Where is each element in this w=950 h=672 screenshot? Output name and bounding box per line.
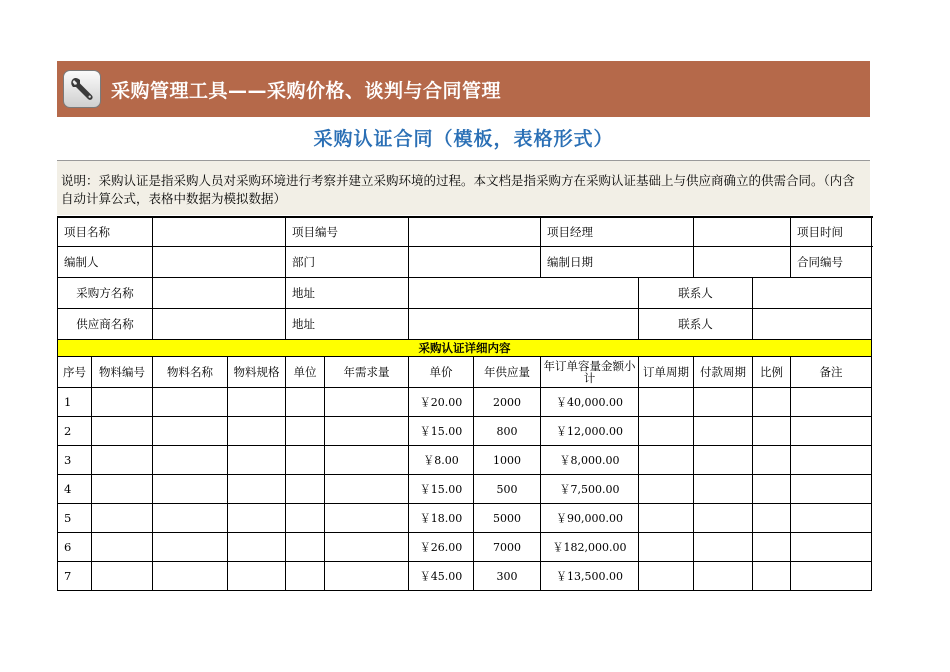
- cell[interactable]: [639, 562, 694, 591]
- table-row: [58, 388, 872, 417]
- column-header-row: [58, 357, 872, 388]
- cell[interactable]: [791, 417, 872, 446]
- cell[interactable]: [753, 388, 791, 417]
- cell[interactable]: [153, 417, 228, 446]
- order-amount: ￥182,000.00: [541, 533, 639, 562]
- order-amount: ￥40,000.00: [541, 388, 639, 417]
- cell[interactable]: [286, 446, 325, 475]
- cell[interactable]: [92, 504, 153, 533]
- label-prepared-date: 编制日期: [541, 247, 694, 278]
- row-number: 4: [58, 475, 92, 504]
- label-buyer-address: 地址: [286, 278, 409, 309]
- annual-supply[interactable]: 300: [474, 562, 541, 591]
- input-prepared-date[interactable]: [694, 247, 791, 278]
- column-header: 比例: [753, 357, 791, 388]
- cell[interactable]: [791, 533, 872, 562]
- cell[interactable]: [694, 475, 753, 504]
- input-buyer-contact[interactable]: [753, 278, 872, 309]
- cell[interactable]: [639, 504, 694, 533]
- unit-price[interactable]: ￥8.00: [409, 446, 474, 475]
- input-project-manager[interactable]: [694, 217, 791, 247]
- cell[interactable]: [325, 562, 409, 591]
- cell[interactable]: [639, 475, 694, 504]
- cell[interactable]: [753, 475, 791, 504]
- label-supplier-name: 供应商名称: [58, 309, 153, 340]
- cell[interactable]: [153, 446, 228, 475]
- cell[interactable]: [791, 475, 872, 504]
- label-project-time: 项目时间: [791, 217, 872, 247]
- wrench-icon: [63, 70, 101, 108]
- column-header: 年订单容量金额小计: [541, 357, 639, 388]
- cell[interactable]: [286, 417, 325, 446]
- order-amount: ￥7,500.00: [541, 475, 639, 504]
- description-text: 说明：采购认证是指采购人员对采购环境进行考察并建立采购环境的过程。本文档是指采购方在采购认证基础上与供应商确立的供需合同。（内含自动计算公式，表格中数据为模拟数据）: [57, 161, 870, 215]
- row-number: 6: [58, 533, 92, 562]
- cell[interactable]: [92, 388, 153, 417]
- cell[interactable]: [791, 446, 872, 475]
- cell[interactable]: [753, 504, 791, 533]
- row-number: 2: [58, 417, 92, 446]
- label-contract-no: 合同编号: [791, 247, 872, 278]
- section-title: 采购认证详细内容: [58, 340, 872, 357]
- table-row: [58, 504, 872, 533]
- cell[interactable]: [791, 388, 872, 417]
- column-header: 年需求量: [325, 357, 409, 388]
- table-row: [58, 533, 872, 562]
- column-header: 付款周期: [694, 357, 753, 388]
- label-buyer-contact: 联系人: [639, 278, 753, 309]
- cell[interactable]: [153, 475, 228, 504]
- cell[interactable]: [325, 388, 409, 417]
- cell[interactable]: [92, 417, 153, 446]
- cell[interactable]: [286, 388, 325, 417]
- row-number: 5: [58, 504, 92, 533]
- info-row-2: [58, 247, 872, 278]
- unit-price[interactable]: ￥15.00: [409, 417, 474, 446]
- supplier-row: [58, 309, 872, 340]
- cell[interactable]: [694, 446, 753, 475]
- cell[interactable]: [286, 504, 325, 533]
- cell[interactable]: [228, 562, 286, 591]
- cell[interactable]: [228, 388, 286, 417]
- input-buyer-address[interactable]: [409, 278, 639, 309]
- cell[interactable]: [153, 388, 228, 417]
- input-supplier-contact[interactable]: [753, 309, 872, 340]
- annual-supply[interactable]: 500: [474, 475, 541, 504]
- label-department: 部门: [286, 247, 409, 278]
- order-amount: ￥8,000.00: [541, 446, 639, 475]
- column-header: 单价: [409, 357, 474, 388]
- cell[interactable]: [325, 446, 409, 475]
- cell[interactable]: [92, 562, 153, 591]
- cell[interactable]: [694, 562, 753, 591]
- cell[interactable]: [228, 504, 286, 533]
- column-header: 序号: [58, 357, 92, 388]
- column-header: 物料名称: [153, 357, 228, 388]
- cell[interactable]: [694, 504, 753, 533]
- unit-price[interactable]: ￥18.00: [409, 504, 474, 533]
- banner-title: 采购管理工具——采购价格、谈判与合同管理: [111, 79, 502, 102]
- table-row: [58, 562, 872, 591]
- annual-supply[interactable]: 800: [474, 417, 541, 446]
- document-title: 采购认证合同（模板，表格形式）: [313, 128, 614, 150]
- input-project-no[interactable]: [409, 217, 541, 247]
- label-buyer-name: 采购方名称: [58, 278, 153, 309]
- section-header-row: [58, 340, 872, 357]
- cell[interactable]: [325, 533, 409, 562]
- cell[interactable]: [286, 562, 325, 591]
- cell[interactable]: [639, 533, 694, 562]
- input-project-name[interactable]: [153, 217, 286, 247]
- table-row: [58, 475, 872, 504]
- cell[interactable]: [639, 417, 694, 446]
- cell[interactable]: [325, 475, 409, 504]
- cell[interactable]: [325, 417, 409, 446]
- unit-price[interactable]: ￥26.00: [409, 533, 474, 562]
- column-header: 单位: [286, 357, 325, 388]
- annual-supply[interactable]: 7000: [474, 533, 541, 562]
- cell[interactable]: [153, 533, 228, 562]
- annual-supply[interactable]: 2000: [474, 388, 541, 417]
- annual-supply[interactable]: 5000: [474, 504, 541, 533]
- label-project-no: 项目编号: [286, 217, 409, 247]
- cell[interactable]: [639, 446, 694, 475]
- cell[interactable]: [694, 388, 753, 417]
- cell[interactable]: [325, 504, 409, 533]
- label-supplier-contact: 联系人: [639, 309, 753, 340]
- unit-price[interactable]: ￥45.00: [409, 562, 474, 591]
- cell[interactable]: [153, 562, 228, 591]
- cell[interactable]: [228, 446, 286, 475]
- label-prepared-by: 编制人: [58, 247, 153, 278]
- order-amount: ￥90,000.00: [541, 504, 639, 533]
- order-amount: ￥12,000.00: [541, 417, 639, 446]
- buyer-row: [58, 278, 872, 309]
- column-header: 物料编号: [92, 357, 153, 388]
- cell[interactable]: [753, 417, 791, 446]
- cell[interactable]: [92, 533, 153, 562]
- label-supplier-address: 地址: [286, 309, 409, 340]
- cell[interactable]: [92, 475, 153, 504]
- cell[interactable]: [753, 533, 791, 562]
- cell[interactable]: [639, 388, 694, 417]
- table-row: [58, 446, 872, 475]
- label-project-manager: 项目经理: [541, 217, 694, 247]
- input-supplier-address[interactable]: [409, 309, 639, 340]
- annual-supply[interactable]: 1000: [474, 446, 541, 475]
- column-header: 备注: [791, 357, 872, 388]
- cell[interactable]: [228, 417, 286, 446]
- input-buyer-name[interactable]: [153, 278, 286, 309]
- input-prepared-by[interactable]: [153, 247, 286, 278]
- header-banner: [57, 61, 870, 117]
- cell[interactable]: [92, 446, 153, 475]
- cell[interactable]: [694, 417, 753, 446]
- cell[interactable]: [753, 446, 791, 475]
- table-row: [58, 417, 872, 446]
- row-number: 1: [58, 388, 92, 417]
- cell[interactable]: [228, 475, 286, 504]
- column-header: 物料规格: [228, 357, 286, 388]
- cell[interactable]: [791, 504, 872, 533]
- cell[interactable]: [286, 533, 325, 562]
- label-project-name: 项目名称: [58, 217, 153, 247]
- cell[interactable]: [694, 533, 753, 562]
- cell[interactable]: [228, 533, 286, 562]
- row-number: 7: [58, 562, 92, 591]
- order-amount: ￥13,500.00: [541, 562, 639, 591]
- contract-table: [57, 216, 872, 591]
- column-header: 订单周期: [639, 357, 694, 388]
- cell[interactable]: [753, 562, 791, 591]
- cell[interactable]: [286, 475, 325, 504]
- unit-price[interactable]: ￥15.00: [409, 475, 474, 504]
- cell[interactable]: [153, 504, 228, 533]
- column-header: 年供应量: [474, 357, 541, 388]
- unit-price[interactable]: ￥20.00: [409, 388, 474, 417]
- cell[interactable]: [791, 562, 872, 591]
- input-department[interactable]: [409, 247, 541, 278]
- row-number: 3: [58, 446, 92, 475]
- info-row-1: [58, 217, 872, 247]
- input-supplier-name[interactable]: [153, 309, 286, 340]
